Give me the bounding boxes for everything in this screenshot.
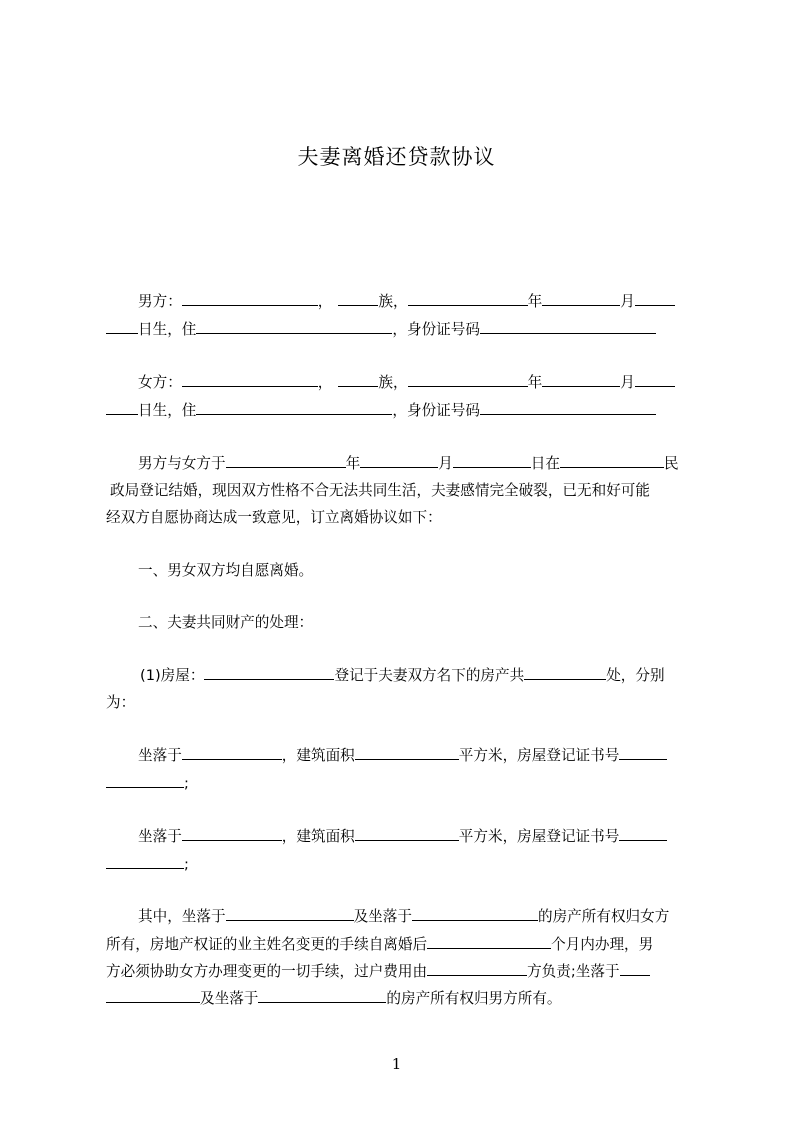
- ownership-line-2: 所有，房地产权证的业主姓名变更的手续自离婚后 个月内办理，男: [106, 936, 654, 953]
- ownership-line-1: 其中，坐落于 及坐落于 的房产所有权归女方: [138, 908, 670, 925]
- ownership-line-4: 及坐落于 的房产所有权归男方所有。: [106, 988, 562, 1009]
- marriage-line-1: 男方与女方于 年 月 日在 民: [138, 455, 679, 472]
- location-1-line-2: ;: [106, 773, 189, 794]
- clause-2: 二、夫妻共同财产的处理：: [138, 614, 314, 631]
- female-line-1: 女方： ， 族， 年 月: [138, 372, 675, 393]
- male-line-1: 男方： ， 族， 年 月: [138, 291, 675, 312]
- female-line-2: 日生，住 ，身份证号码: [106, 400, 656, 421]
- marriage-line-3: 经双方自愿协商达成一致意见，订立离婚协议如下：: [106, 509, 442, 526]
- male-line-2: 日生，住 ，身份证号码: [106, 319, 656, 340]
- location-2-line-2: ;: [106, 854, 189, 875]
- page-number: 1: [391, 1055, 402, 1073]
- ownership-line-3: 方必须协助女方办理变更的一切手续，过户费用由 方负责;坐落于: [106, 961, 650, 982]
- document-title: 夫妻离婚还贷款协议: [297, 145, 496, 169]
- marriage-line-2: 政局登记结婚，现因双方性格不合无法共同生活，夫妻感情完全破裂，已无和好可能: [110, 482, 650, 499]
- house-line-1: (1)房屋： 登记于夫妻双方名下的房产共 处，分别: [140, 667, 665, 684]
- house-line-2: 为：: [106, 694, 136, 711]
- location-2-line-1: 坐落于 ，建筑面积 平方米，房屋登记证书号: [138, 826, 667, 847]
- location-1-line-1: 坐落于 ，建筑面积 平方米，房屋登记证书号: [138, 745, 667, 766]
- clause-1: 一、男女双方均自愿离婚。: [138, 562, 314, 579]
